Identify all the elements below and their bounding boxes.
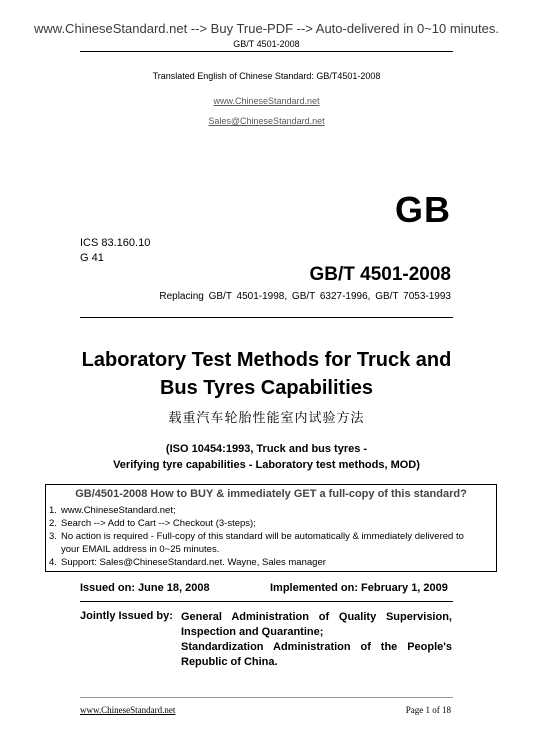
buy-step-4 (49, 556, 326, 569)
header-doc-code: GB/T 4501-2008 (233, 39, 300, 49)
step-text: Search --> Add to Cart --> Checkout (3-steps); (61, 518, 256, 529)
email-link[interactable]: Sales@ChineseStandard.net (208, 116, 325, 126)
issuer-line-3: Standardization Administration of the People's (181, 641, 452, 653)
dates-divider (80, 601, 453, 602)
classification-codes (80, 236, 150, 266)
footer-divider (80, 697, 453, 698)
step-text: your EMAIL address in 0~25 minutes. (61, 544, 220, 555)
issued-date: Issued on: June 18, 2008 (80, 582, 210, 594)
translated-note: Translated English of Chinese Standard: GB/T4501-2008 (152, 71, 381, 81)
gb-logo: GB (395, 189, 451, 230)
iso-line-1: (ISO 10454:1993, Truck and bus tyres - (165, 443, 368, 455)
header-banner: www.ChineseStandard.net --> Buy True-PDF --> Auto-delivered in 0~10 minutes. (34, 21, 499, 36)
issuing-authorities (181, 610, 452, 670)
buy-box-heading: GB/4501-2008 How to BUY & immediately GET a full-copy of this standard? (75, 488, 467, 500)
chinese-title: 载重汽车轮胎性能室内试验方法 (168, 410, 365, 425)
step-number: 2. (49, 518, 57, 529)
issuer-line-1: General Administration of Quality Supervision, (181, 611, 452, 623)
iso-reference (0, 441, 533, 473)
step-text: Support: Sales@ChineseStandard.net. Wayne, Sales manager (61, 557, 326, 568)
website-link-wrap (0, 91, 533, 109)
email-link-wrap (0, 111, 533, 129)
iso-line-2: Verifying tyre capabilities - Laboratory test methods, MOD) (113, 459, 420, 471)
buy-step-3-continued (61, 543, 219, 556)
buy-step-3 (49, 530, 464, 543)
footer-website-link[interactable]: www.ChineseStandard.net (80, 705, 176, 715)
replacing-note: Replacing GB/T 4501-1998, GB/T 6327-1996, GB/T 7053-1993 (159, 291, 451, 302)
issuer-line-4: Republic of China. (181, 656, 278, 668)
g-code: G 41 (80, 252, 104, 264)
implemented-date: Implemented on: February 1, 2009 (270, 582, 448, 594)
issuer-line-2: Inspection and Quarantine; (181, 626, 324, 638)
title-line-2: Bus Tyres Capabilities (159, 377, 374, 399)
standard-number: GB/T 4501-2008 (309, 264, 451, 285)
cover-divider (80, 317, 453, 318)
step-number: 4. (49, 557, 57, 568)
buy-instructions-box (45, 484, 497, 572)
website-link[interactable]: www.ChineseStandard.net (213, 96, 320, 106)
step-text: No action is required - Full-copy of this standard will be automatically & immediately delivered to (61, 531, 464, 542)
title-line-1: Laboratory Test Methods for Truck and (81, 349, 452, 371)
step-number: 1. (49, 505, 57, 516)
jointly-issued-label: Jointly Issued by: (80, 610, 173, 622)
page-number: Page 1 of 18 (405, 705, 451, 715)
header-divider (80, 51, 453, 52)
document-title (0, 346, 533, 402)
step-number: 3. (49, 531, 57, 542)
ics-code: ICS 83.160.10 (80, 237, 151, 249)
buy-step-1 (49, 504, 176, 517)
buy-step-2 (49, 517, 256, 530)
step-text[interactable]: www.ChineseStandard.net; (61, 505, 176, 516)
